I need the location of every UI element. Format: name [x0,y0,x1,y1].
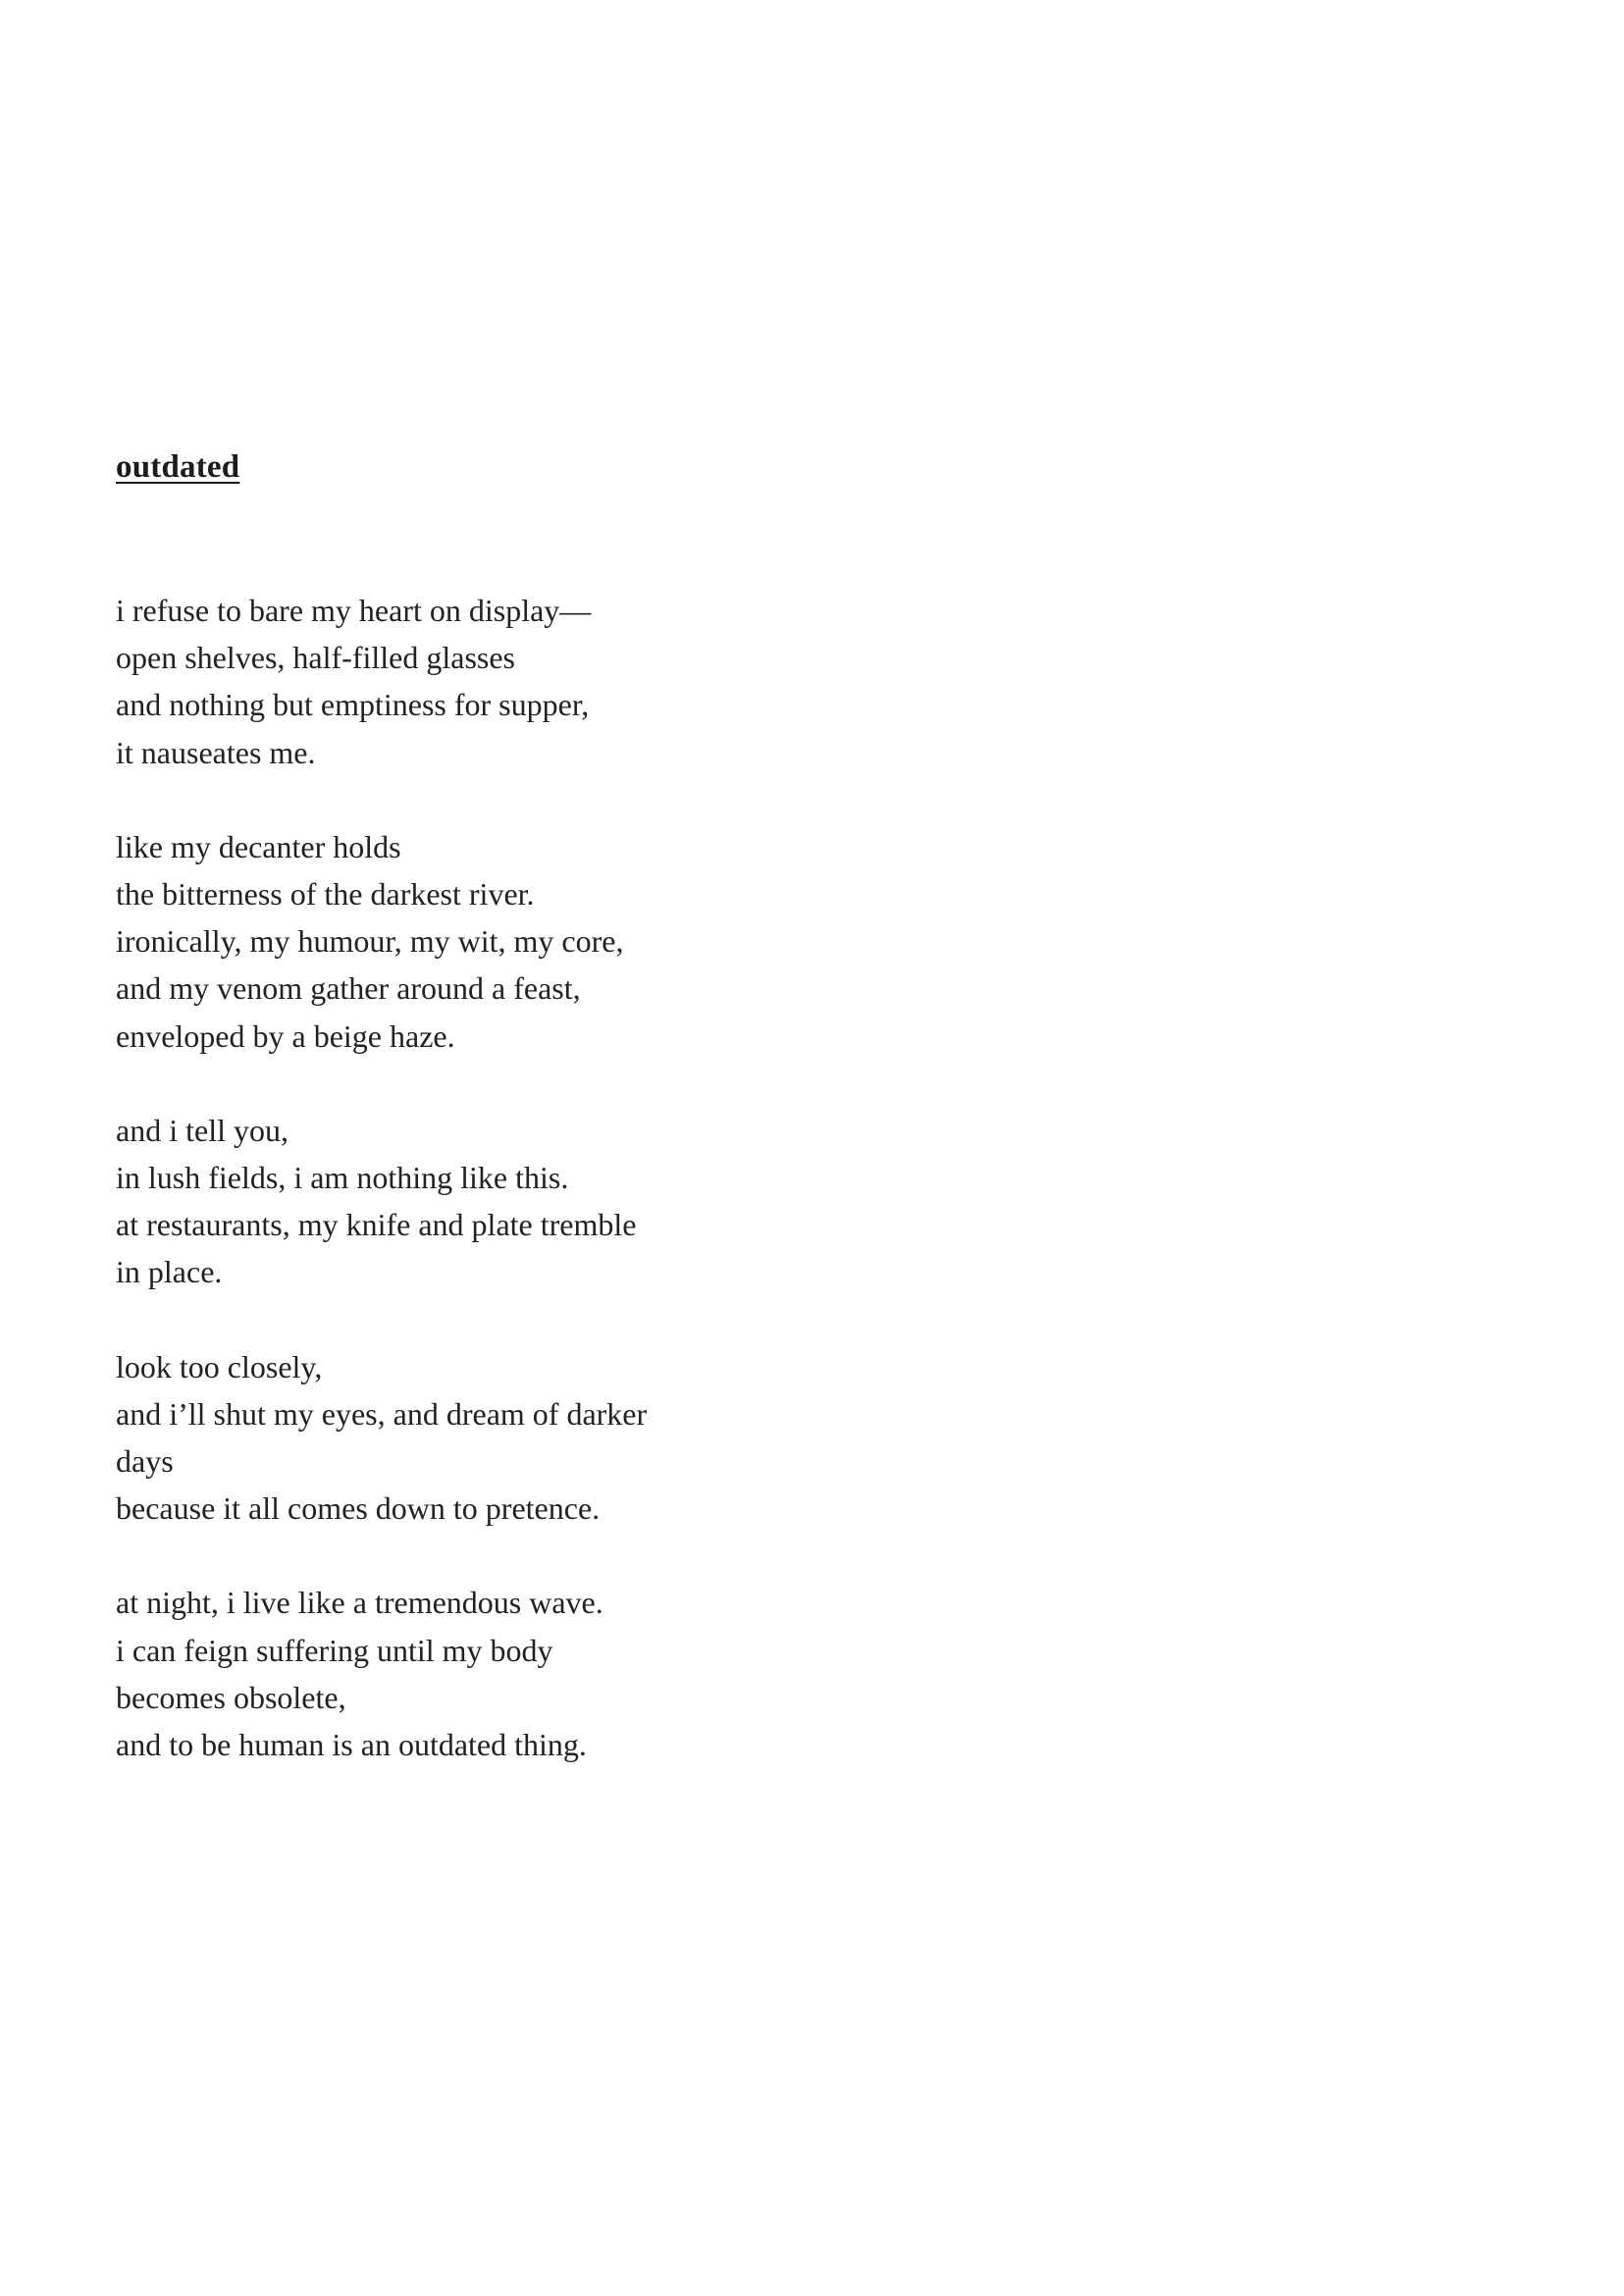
poem-line: and nothing but emptiness for supper, [116,687,590,723]
poem-line: and i’ll shut my eyes, and dream of darker [116,1395,648,1432]
poem-line: at night, i live like a tremendous wave. [116,1585,603,1621]
poem-line: open shelves, half-filled glasses [116,640,515,676]
poem-line: days [116,1443,174,1480]
poem-line: look too closely, [116,1348,323,1384]
poem-line: becomes obsolete, [116,1679,346,1715]
poem-line: the bitterness of the darkest river. [116,876,535,913]
poem-line: because it all comes down to pretence. [116,1490,601,1527]
poem-body [116,587,999,1815]
poem-line: and i tell you, [116,1112,288,1148]
poem-line: ironically, my humour, my wit, my core, [116,923,624,960]
stanza-5 [116,1579,999,1768]
poem-line: i can feign suffering until my body [116,1632,553,1668]
stanza-2 [116,823,999,1060]
poem-line: in place. [116,1254,223,1290]
poem-line: in lush fields, i am nothing like this. [116,1160,569,1196]
poem-line: and my venom gather around a feast, [116,970,581,1007]
poem-line: i refuse to bare my heart on display— [116,593,592,628]
poem-line: and to be human is an outdated thing. [116,1727,587,1763]
stanza-4 [116,1343,999,1533]
stanza-3 [116,1107,999,1296]
poem-line: enveloped by a beige haze. [116,1018,455,1054]
stanza-1 [116,587,999,776]
poem-line: like my decanter holds [116,828,401,864]
poem-title: outdated [116,449,240,485]
poem-line: it nauseates me. [116,734,316,770]
poem-line: at restaurants, my knife and plate tremble [116,1207,637,1243]
